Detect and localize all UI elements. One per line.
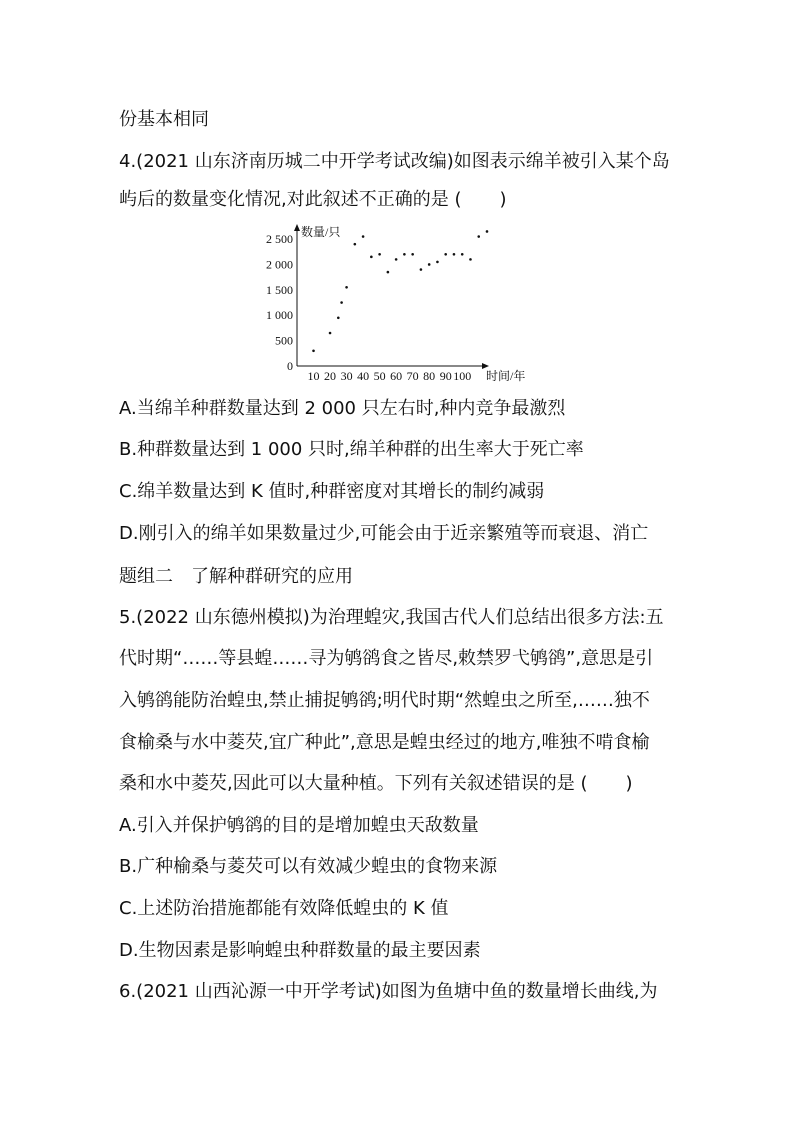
q5-stem-line-5 [119,772,633,796]
x-tick-labels [308,369,472,383]
y-tick-labels [266,232,293,373]
q5-option-a: A.引入并保护鸲鹆的目的是增加蝗虫天敌数量 [119,815,479,836]
q4-option-c: C.绵羊数量达到 K 值时,种群密度对其增长的制约减弱 [119,481,545,502]
y-tick-label: 0 [287,359,293,373]
data-point [486,230,489,233]
data-point [312,349,315,352]
y-tick-label: 2 500 [266,232,293,247]
q5-stem-line-4: 食榆桑与水中菱芡,宜广种此”,意思是蝗虫经过的地方,唯独不啃食榆 [119,732,650,753]
q5-stem-close: ) [625,773,633,794]
q5-option-c: C.上述防治措施都能有效降低蝗虫的 K 值 [119,898,449,919]
x-tick-label: 30 [340,369,353,383]
data-point [420,268,423,271]
data-point [387,271,390,274]
x-axis-label: 时间/年 [486,369,526,383]
q4-stem-line-2 [119,188,507,212]
x-tick-label: 50 [373,369,386,383]
x-tick-label: 60 [390,369,403,383]
y-axis-arrow [294,224,300,231]
sheep-population-chart [266,222,540,383]
y-tick-label: 500 [275,333,293,348]
data-point [370,256,373,259]
q5-option-d: D.生物因素是影响蝗虫种群数量的最主要因素 [119,940,481,961]
x-tick-label: 40 [357,369,370,383]
data-point [337,316,340,319]
data-point [362,235,365,238]
q5-stem-text: 桑和水中菱芡,因此可以大量种植。下列有关叙述错误的是 ( [119,773,588,794]
x-tick-label: 80 [423,369,436,383]
q4-stem-close: ) [499,189,507,210]
q4-option-b: B.种群数量达到 1 000 只时,绵羊种群的出生率大于死亡率 [119,439,584,460]
data-point [444,253,447,256]
q6-stem-line-1: 6.(2021 山西沁源一中开学考试)如图为鱼塘中鱼的数量增长曲线,为 [119,981,658,1002]
q5-stem-line-2: 代时期“……等县蝗……寻为鸲鹆食之皆尽,敕禁罗弋鸲鹆”,意思是引 [119,648,654,669]
data-point [345,286,348,289]
data-point [477,235,480,238]
intro-tail: 份基本相同 [119,109,209,130]
data-point [436,261,439,264]
y-tick-label: 2 000 [266,257,293,272]
group-2-heading: 题组二 了解种群研究的应用 [119,566,353,587]
x-tick-label: 20 [324,369,337,383]
data-point [354,243,357,246]
data-point [428,263,431,266]
x-tick-label: 10 [307,369,320,383]
x-tick-label: 70 [406,369,419,383]
q4-stem-line-1: 4.(2021 山东济南历城二中开学考试改编)如图表示绵羊被引入某个岛 [119,151,670,172]
q5-stem-line-3: 入鸲鹆能防治蝗虫,禁止捕捉鸲鹆;明代时期“然蝗虫之所至,……独不 [119,690,650,711]
y-axis-label: 数量/只 [301,225,341,239]
data-point [340,301,343,304]
data-point [329,332,332,335]
y-tick-label: 1 500 [266,282,293,297]
y-tick-label: 1 000 [266,308,293,323]
data-point [395,258,398,261]
data-point [411,253,414,256]
q4-stem-text: 屿后的数量变化情况,对此叙述不正确的是 ( [119,189,462,210]
q5-stem-line-1: 5.(2022 山东德州模拟)为治理蝗灾,我国古代人们总结出很多方法:五 [119,607,664,628]
data-point [378,253,381,256]
q5-option-b: B.广种榆桑与菱芡可以有效减少蝗虫的食物来源 [119,856,498,877]
data-point [403,253,406,256]
data-point [469,258,472,261]
q4-option-a: A.当绵羊种群数量达到 2 000 只左右时,种内竞争最激烈 [119,398,566,419]
data-point [453,253,456,256]
x-tick-label: 90 [439,369,452,383]
data-points [312,230,488,352]
q4-option-d: D.刚引入的绵羊如果数量过少,可能会由于近亲繁殖等而衰退、消亡 [119,523,649,544]
x-tick-label: 100 [453,369,472,383]
data-point [461,253,464,256]
